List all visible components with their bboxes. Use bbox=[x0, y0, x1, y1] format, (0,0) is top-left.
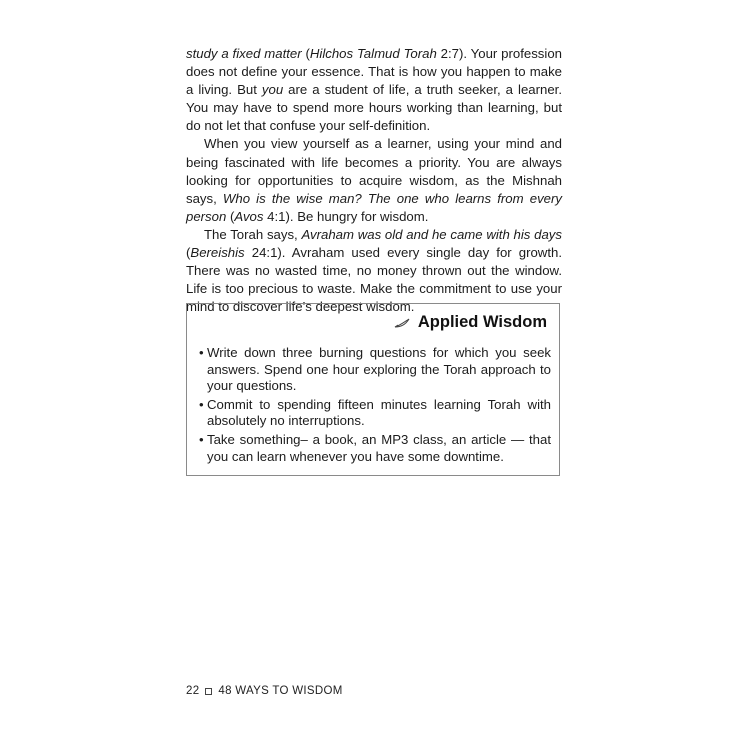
applied-wisdom-list bbox=[199, 345, 551, 467]
body-text bbox=[186, 45, 562, 316]
paragraph-2 bbox=[186, 135, 562, 225]
list-item bbox=[199, 397, 551, 430]
page-number: 22 bbox=[186, 685, 200, 697]
text-run: When you view yourself as a learner, using your mind and being fascinated with life becomes a priority. You are always looking for opportunities to acquire wisdom, as the Mishnah says, bbox=[186, 136, 562, 206]
italic-text-run: Avos bbox=[234, 208, 264, 224]
applied-wisdom-header bbox=[394, 313, 547, 332]
italic-text-run: you bbox=[261, 82, 284, 98]
italic-text-run: Avraham was old and he came with his days bbox=[301, 226, 562, 242]
text-run: The Torah says, bbox=[204, 226, 302, 242]
text-run: 4:1). Be hungry for wisdom. bbox=[263, 208, 429, 224]
list-item-text: Commit to spending fifteen minutes learning Torah with absolutely no interruptions. bbox=[207, 396, 551, 429]
applied-wisdom-box bbox=[186, 303, 560, 476]
separator-box-icon bbox=[205, 688, 212, 695]
list-item-text: Write down three burning questions for which you seek answers. Spend one hour exploring the Torah approach to your questions. bbox=[207, 345, 551, 394]
paragraph-1 bbox=[186, 45, 562, 135]
bullet-marker: • bbox=[199, 396, 204, 412]
list-item bbox=[199, 345, 551, 395]
bullet-marker: • bbox=[199, 431, 204, 447]
book-title: 48 WAYS TO WISDOM bbox=[218, 685, 343, 697]
italic-text-run: study a fixed matter bbox=[186, 46, 302, 61]
text-run: 2:7). Your profession does not define your essence. That is how you happen to make a living. But bbox=[186, 46, 562, 98]
page-footer bbox=[186, 685, 343, 697]
text-run: 24:1). Avraham used every single day for growth. There was no wasted time, no money thrown out the window. Life is too precious to waste. Make the commitment to use your mind to discover life’s deepest wisdom. bbox=[186, 245, 562, 315]
text-run: ( bbox=[186, 245, 191, 261]
italic-text-run: Bereishis bbox=[190, 245, 245, 261]
applied-wisdom-title: Applied Wisdom bbox=[417, 313, 547, 331]
text-run: ( bbox=[226, 208, 235, 224]
list-item bbox=[199, 432, 551, 465]
bullet-marker: • bbox=[199, 345, 204, 360]
text-run: ( bbox=[301, 46, 310, 61]
italic-text-run: Who is the wise man? The one who learns from every person bbox=[186, 190, 562, 224]
text-run: are a student of life, a truth seeker, a learner. You may have to spend more hours working than learning, but do not let that confuse your self-definition. bbox=[186, 82, 563, 134]
italic-text-run: Hilchos Talmud Torah bbox=[309, 46, 437, 61]
quill-icon bbox=[394, 317, 410, 329]
list-item-text: Take something– a book, an MP3 class, an article — that you can learn whenever you have some downtime. bbox=[207, 431, 551, 464]
